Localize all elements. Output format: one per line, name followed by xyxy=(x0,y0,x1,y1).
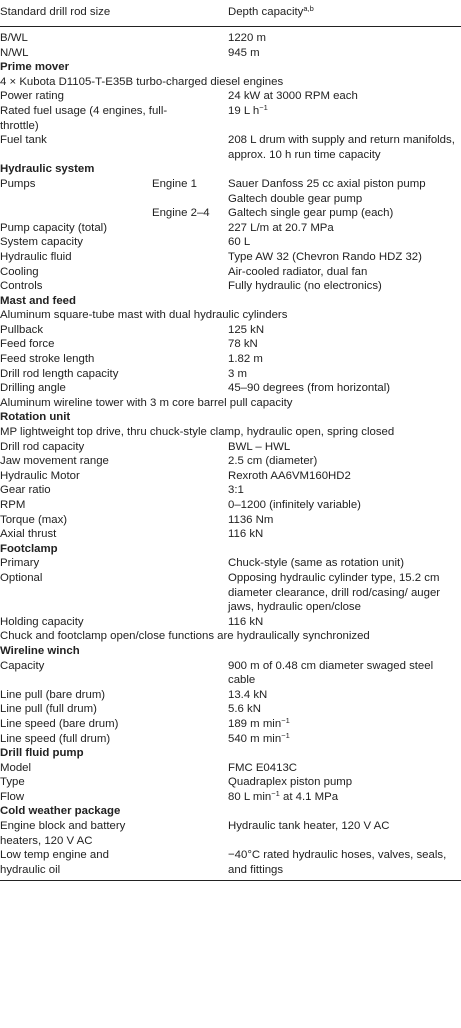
row-value: Fully hydraulic (no electronics) xyxy=(228,280,382,293)
row-label: Hydraulic fluid xyxy=(0,250,72,263)
table-row xyxy=(0,790,461,805)
speed-value-text: 540 m min xyxy=(228,732,282,745)
row-value: 45–90 degrees (from horizontal) xyxy=(228,382,391,395)
row-label: Optional xyxy=(0,571,43,584)
row-label: Hydraulic Motor xyxy=(0,469,80,482)
unit-exponent: −1 xyxy=(259,102,268,112)
table-row xyxy=(0,819,461,848)
table-row xyxy=(0,717,461,732)
table-header xyxy=(0,0,461,26)
header-rod-size: Standard drill rod size xyxy=(0,6,111,19)
table-row xyxy=(0,732,461,747)
row-value: Chuck-style (same as rotation unit) xyxy=(228,557,404,570)
section-title-pump: Drill fluid pump xyxy=(0,747,84,760)
flow-pressure-text: at 4.1 MPa xyxy=(279,790,339,803)
pump-value-line: Galtech double gear pump xyxy=(228,192,363,205)
section-title-cold-weather: Cold weather package xyxy=(0,805,121,818)
section-title-prime-mover: Prime mover xyxy=(0,61,70,74)
table-row xyxy=(0,688,461,703)
table-row xyxy=(0,46,461,61)
row-label: B/WL xyxy=(0,32,28,44)
row-value: 116 kN xyxy=(228,615,264,628)
table-row xyxy=(0,337,461,352)
section-title-winch: Wireline winch xyxy=(0,644,80,657)
row-label: Pump capacity (total) xyxy=(0,221,107,234)
row-label: Line speed (full drum) xyxy=(0,732,111,745)
row-label: Controls xyxy=(0,280,43,293)
row-value: 3:1 xyxy=(228,484,244,497)
row-label: N/WL xyxy=(0,46,29,59)
table-row xyxy=(0,133,461,162)
table-row xyxy=(0,848,461,877)
row-value: 0–1200 (infinitely variable) xyxy=(228,499,361,511)
table-row xyxy=(0,527,461,542)
row-label: Fuel tank xyxy=(0,134,47,147)
unit-exponent: −1 xyxy=(281,715,290,725)
mast-description: Aluminum square-tube mast with dual hydraulic cylinders xyxy=(0,309,288,322)
row-value: Galtech single gear pump (each) xyxy=(228,207,394,220)
table-row xyxy=(0,367,461,382)
row-value: 13.4 kN xyxy=(228,688,268,701)
table-row xyxy=(0,279,461,294)
row-label: Drilling angle xyxy=(0,382,66,395)
table-row xyxy=(0,761,461,776)
row-value: 227 L/m at 20.7 MPa xyxy=(228,221,334,234)
row-label: Drill rod length capacity xyxy=(0,367,119,380)
row-value: 900 m of 0.48 cm diameter swaged steel cable xyxy=(228,659,434,687)
row-value xyxy=(228,790,461,805)
row-value xyxy=(228,732,461,747)
table-row xyxy=(0,352,461,367)
section-title-hydraulic: Hydraulic system xyxy=(0,163,95,176)
flow-value-text: 80 L min xyxy=(228,790,272,803)
engines-description: 4 × Kubota D1105-T-E35B turbo-charged diesel engines xyxy=(0,75,284,88)
table-row xyxy=(0,498,461,513)
row-label: Flow xyxy=(0,790,25,803)
row-label: Jaw movement range xyxy=(0,455,109,468)
row-value: BWL – HWL xyxy=(228,440,291,453)
row-label: Rated fuel usage (4 engines, full-throttle) xyxy=(0,104,168,132)
table-row xyxy=(0,571,461,615)
table-row xyxy=(0,702,461,717)
row-value: 1136 Nm xyxy=(228,513,274,526)
row-label: Low temp engine and hydraulic oil xyxy=(0,849,109,876)
row-value: Opposing hydraulic cylinder type, 15.2 cm diameter clearance, drill rod/casing/ auger jaws, hydraulic open/close xyxy=(228,571,441,614)
row-label: Capacity xyxy=(0,659,45,672)
table-row xyxy=(0,221,461,236)
row-value xyxy=(228,717,461,732)
row-label: Cooling xyxy=(0,265,39,278)
row-label: Gear ratio xyxy=(0,484,51,497)
table-row xyxy=(0,556,461,571)
row-sublabel: Engine 1 xyxy=(152,177,197,190)
section-title-footclamp: Footclamp xyxy=(0,542,58,555)
mast-note: Aluminum wireline tower with 3 m core barrel pull capacity xyxy=(0,396,293,409)
row-value: 24 kW at 3000 RPM each xyxy=(228,90,358,103)
footclamp-note: Chuck and footclamp open/close functions are hydraulically synchronized xyxy=(0,630,370,643)
table-row xyxy=(0,206,461,221)
row-value xyxy=(228,104,461,119)
speed-value-text: 189 m min xyxy=(228,717,282,730)
row-label: Power rating xyxy=(0,90,64,103)
row-value: 1220 m xyxy=(228,32,266,44)
table-row xyxy=(0,104,461,133)
row-value: Hydraulic tank heater, 120 V AC xyxy=(228,820,390,833)
table-row xyxy=(0,31,461,46)
table-row xyxy=(0,440,461,455)
row-label: Line pull (bare drum) xyxy=(0,688,106,701)
row-label: Holding capacity xyxy=(0,615,84,628)
rotation-description: MP lightweight top drive, thru chuck-style clamp, hydraulic open, spring closed xyxy=(0,426,395,439)
row-label: Pullback xyxy=(0,323,44,336)
row-label: Torque (max) xyxy=(0,513,68,526)
table-row xyxy=(0,177,461,206)
row-value: Quadraplex piston pump xyxy=(228,776,353,789)
row-label: System capacity xyxy=(0,236,83,249)
table-row xyxy=(0,513,461,528)
row-value: 78 kN xyxy=(228,338,258,351)
table-row xyxy=(0,323,461,338)
row-value xyxy=(228,177,461,206)
unit-exponent: −1 xyxy=(271,788,280,798)
row-value: 208 L drum with supply and return manifolds, approx. 10 h run time capacity xyxy=(228,134,455,161)
row-value: 116 kN xyxy=(228,528,264,541)
table-row xyxy=(0,235,461,250)
row-value: 1.82 m xyxy=(228,353,263,366)
fuel-value-text: 19 L h xyxy=(228,104,260,117)
header-footnote-marker: a,b xyxy=(303,4,314,14)
table-row xyxy=(0,469,461,484)
table-row xyxy=(0,454,461,469)
section-title-mast: Mast and feed xyxy=(0,294,76,307)
header-depth-capacity xyxy=(228,5,461,20)
row-value: Rexroth AA6VM160HD2 xyxy=(228,469,351,482)
table-row xyxy=(0,89,461,104)
pump-value-line: Sauer Danfoss 25 cc axial piston pump xyxy=(228,177,426,190)
row-value: Air-cooled radiator, dual fan xyxy=(228,265,368,278)
table-row xyxy=(0,775,461,790)
table-row xyxy=(0,659,461,688)
row-value: 2.5 cm (diameter) xyxy=(228,455,318,468)
row-value: 3 m xyxy=(228,367,247,380)
row-label: RPM xyxy=(0,499,26,511)
table-row xyxy=(0,250,461,265)
row-sublabel: Engine 2–4 xyxy=(152,207,210,220)
section-title-rotation: Rotation unit xyxy=(0,411,71,424)
row-value: 945 m xyxy=(228,46,260,59)
row-value: −40°C rated hydraulic hoses, valves, seals, and fittings xyxy=(228,849,447,876)
row-label: Line pull (full drum) xyxy=(0,703,97,716)
table-row xyxy=(0,615,461,630)
row-value: 125 kN xyxy=(228,323,265,336)
row-label: Axial thrust xyxy=(0,528,57,541)
row-label: Engine block and battery heaters, 120 V AC xyxy=(0,820,126,847)
row-label: Feed stroke length xyxy=(0,353,95,366)
row-label: Line speed (bare drum) xyxy=(0,717,119,730)
row-label: Pumps xyxy=(0,177,36,190)
header-depth-text: Depth capacity xyxy=(228,6,304,19)
table-row xyxy=(0,265,461,280)
bottom-rule xyxy=(0,880,461,881)
table-row xyxy=(0,381,461,396)
row-value: 5.6 kN xyxy=(228,703,261,716)
row-label: Drill rod capacity xyxy=(0,440,85,453)
row-value: Type AW 32 (Chevron Rando HDZ 32) xyxy=(228,250,422,263)
unit-exponent: −1 xyxy=(281,730,290,740)
row-value: FMC E0413C xyxy=(228,761,298,774)
table-row xyxy=(0,483,461,498)
row-label: Feed force xyxy=(0,338,55,351)
row-label: Type xyxy=(0,776,25,789)
row-value: 60 L xyxy=(228,236,251,249)
row-label: Primary xyxy=(0,557,40,570)
row-label: Model xyxy=(0,761,32,774)
